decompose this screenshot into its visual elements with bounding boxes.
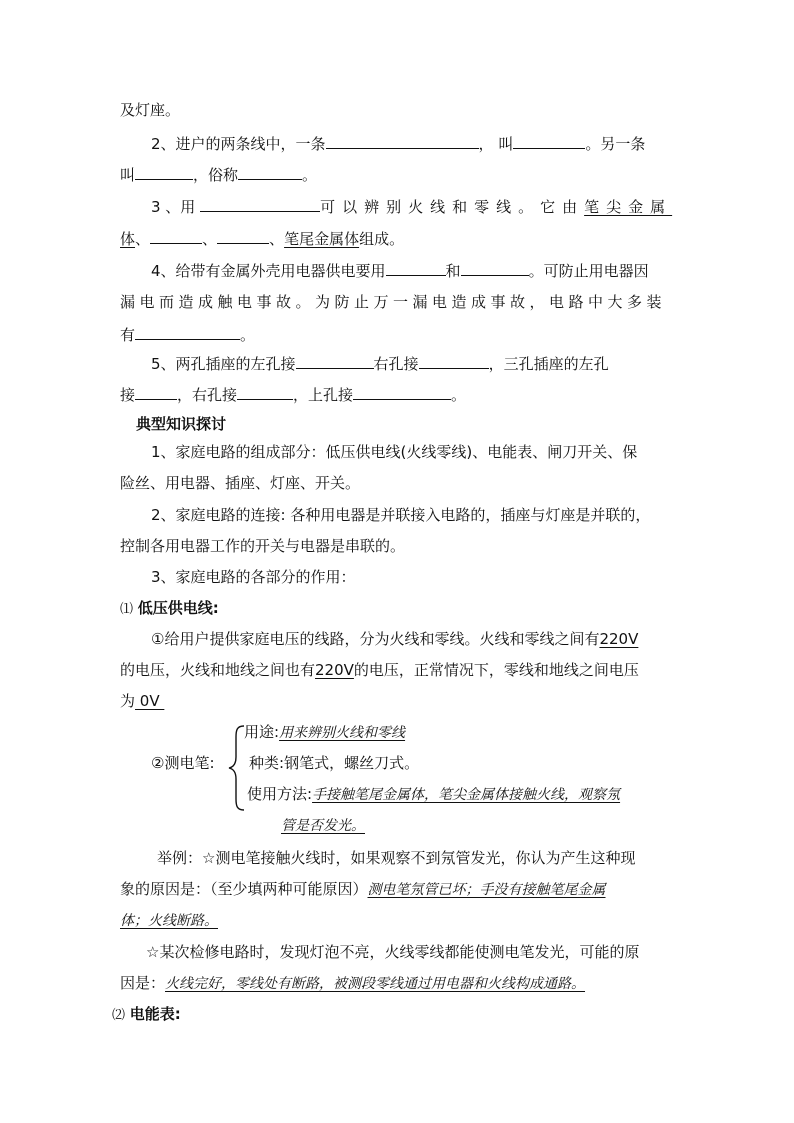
question-4-line-2: 漏电而造成触电事故。为防止万一漏电造成事故，电路中大多装: [120, 293, 667, 311]
text-line: 举例：☆测电笔接触火线时，如果观察不到氖管发光，你认为产生这种现: [157, 849, 636, 867]
text-line: 2、家庭电路的连接: 各种用电器是并联接入电路的，插座与灯座是并联的，: [151, 506, 651, 524]
answer-blank: [237, 384, 293, 400]
question-5-line-1: 5、两孔插座的左孔接 右孔接 ，三孔插座的左孔: [151, 355, 609, 373]
answer-blank: [238, 164, 302, 180]
text-line: ①给用户提供家庭电压的线路，分为火线和零线。火线和零线之间有220V: [151, 630, 639, 648]
answer-blank: [461, 260, 529, 276]
answer-blank: [150, 228, 202, 244]
answer-blank: [326, 133, 479, 149]
text-line: 1、家庭电路的组成部分：低压供电线(火线零线)、电能表、闸刀开关、保: [151, 443, 638, 461]
question-3-line-2: 体、 、 、笔尾金属体组成。: [120, 230, 405, 248]
subsection-heading: ⑴ 低压供电线:: [120, 599, 219, 617]
text-line: 3、家庭电路的各部分的作用：: [151, 568, 356, 586]
text-line: ☆某次检修电路时，发现灯泡不亮，火线零线都能使测电笔发光，可能的原: [146, 943, 640, 961]
question-2-line-2: 叫 ，俗称 。: [120, 166, 318, 184]
section-heading: 典型知识探讨: [136, 415, 227, 433]
tester-use-row: 用途:用来辨别火线和零线: [244, 723, 406, 741]
text-line: 险丝、用电器、插座、灯座、开关。: [120, 474, 361, 492]
answer-blank: [513, 133, 585, 149]
text-line: 象的原因是：（至少填两种可能原因）测电笔氖管已坏；手没有接触笔尾金属: [120, 880, 606, 898]
answer-blank: [386, 260, 446, 276]
tester-method-row: 使用方法:手接触笔尾金属体，笔尖金属体接触火线，观察氖: [247, 785, 621, 803]
text-line: 控制各用电器工作的开关与电器是串联的。: [120, 537, 406, 555]
answer-blank: [135, 384, 177, 400]
text-line: 及灯座。: [120, 101, 181, 119]
text-line: 为 0V: [120, 692, 165, 710]
answer-blank: [135, 164, 193, 180]
question-2-line-1: 2、进户的两条线中，一条 ， 叫 。另一条: [151, 135, 646, 153]
answer-blank: [419, 353, 489, 369]
answer-blank: [217, 228, 269, 244]
tester-label: ②测电笔:: [151, 754, 215, 772]
question-4-line-3: 有 。: [120, 326, 256, 344]
answer-blank: [296, 353, 374, 369]
subsection-heading: ⑵ 电能表:: [112, 1005, 181, 1023]
answer-blank: [353, 384, 451, 400]
question-4-line-1: 4、给带有金属外壳用电器供电要用 和 。可防止用电器因: [151, 262, 649, 280]
answer-blank: [135, 324, 240, 340]
text-line: 的电压，火线和地线之间也有220V的电压，正常情况下，零线和地线之间电压: [120, 661, 639, 679]
text-line: 体；火线断路。: [120, 913, 218, 929]
question-5-line-2: 接 ，右孔接 ，上孔接 。: [120, 386, 467, 404]
text-line: 因是：火线完好，零线处有断路，被测段零线通过用电器和火线构成通路。: [120, 974, 586, 992]
tester-method-row-cont: 管是否发光。: [281, 818, 365, 834]
tester-type-row: 种类:钢笔式，螺丝刀式。: [249, 754, 420, 772]
answer-blank: [200, 196, 320, 212]
question-3-line-1: 3 、用 可以辨别火线和零线。它由笔尖金属: [151, 198, 673, 216]
